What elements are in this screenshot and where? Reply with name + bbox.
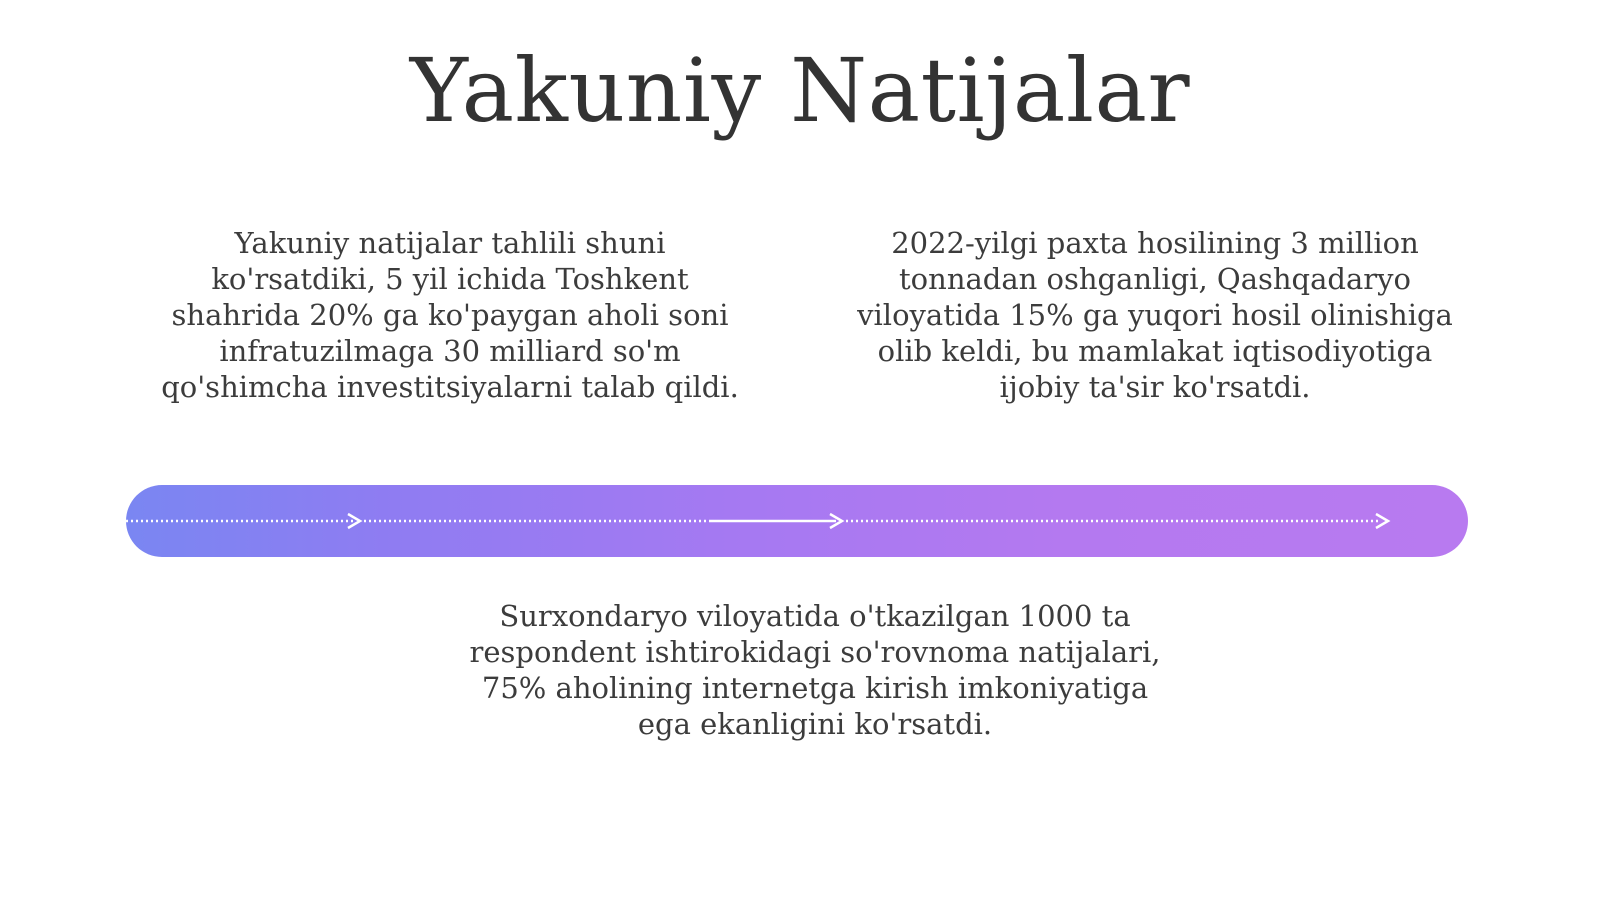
timeline-arrows [126, 485, 1468, 557]
timeline-bar [126, 485, 1468, 557]
result-text-left: Yakuniy natijalar tahlili shuni ko'rsatdiki, 5 yil ichida Toshkent shahrida 20% ga ko'paygan aholi soni infratuzilmaga 30 milliard so'm qo'shimcha investitsiyalarni talab qildi. [161, 226, 739, 404]
result-text-right: 2022-yilgi paxta hosilining 3 million tonnadan oshganligi, Qashqadaryo viloyatida 15% ga yuqori hosil olinishiga olib keldi, bu mamlakat iqtisodiyotiga ijobiy ta'sir ko'rsatdi. [857, 226, 1453, 404]
slide-title: Yakuniy Natijalar [409, 39, 1191, 142]
result-text-bottom: Surxondaryo viloyatida o'tkazilgan 1000 ta respondent ishtirokidagi so'rovnoma natijalari, 75% aholining internetga kirish imkoniyatiga ega ekanligini ko'rsatdi. [469, 599, 1161, 741]
